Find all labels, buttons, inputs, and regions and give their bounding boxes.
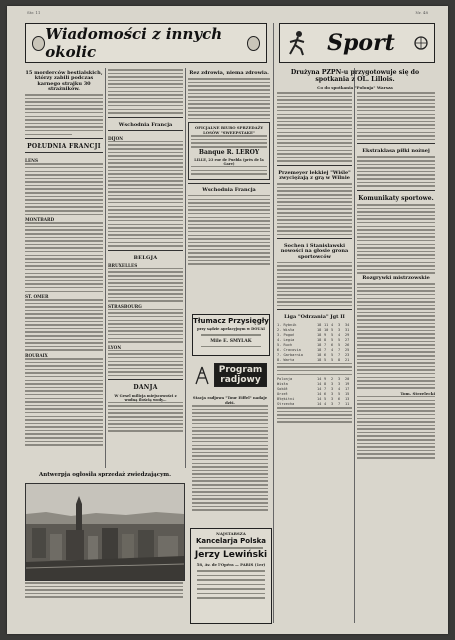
table-cell: 18 [317,337,322,342]
news-section-banner [25,23,267,63]
table-cell: 5 [338,342,341,347]
place-dijon: DIJON [108,135,124,141]
table-cell: 19 [345,382,350,387]
table-cell: 18 [317,327,322,332]
team-name: 4. Legia [277,337,295,342]
table-cell: 14 [317,397,322,402]
law-office-top: NAJSTARSZA [216,531,246,536]
table-cell: 3 [338,322,341,327]
sport-headline-2: Przemeyer lekkiej "Wiśle" zwyciężają z grą w Wilnie [278,169,351,182]
headline-health: Rez zdrowia, niema zdrowia. [189,70,269,76]
runner-icon [286,30,308,56]
second-league-table [277,377,352,407]
table-cell: 5 [331,352,334,357]
column-rule [105,68,106,468]
table-cell: 25 [345,347,350,352]
column-rule [354,68,355,623]
radio-program-label: Program [218,365,263,375]
radio-program-header [192,358,268,392]
team-name: 7. Garbarnia [277,352,303,357]
table-cell: 5 [338,337,341,342]
headline-murderers: 15 morderców bestialskich, którzy zabili podczas karnego strajku 30 strażników. [25,70,103,92]
table-cell: 14 [317,377,322,382]
table-cell: 9 [324,377,327,382]
radio-program-label-2: radjowy [220,375,261,385]
sweepstake-heading: OFICJALNE BIURO SPRZEDAŻY LOSÓW "SWEEPSTAKE" [194,125,264,136]
team-name: Wisła [277,382,288,387]
sport-right-headline-3: Rozgrywki mistrzowskie [362,274,430,281]
table-cell: 7 [338,402,341,407]
antwerp-cityscape-image [26,484,184,580]
translator-title: Tłumacz Przysięgły [193,317,269,325]
table-cell: 5 [338,392,341,397]
law-office-name: Jerzy Lewiński [194,549,268,560]
headline-east-france: Wschodnia Francja [118,121,173,128]
sport-subheadline: Co do spotkania "Polonja" Warsza [317,85,393,90]
ball-icon [414,36,428,50]
page-folio-left: Str. 11 [27,10,41,15]
translator-name: Mile E. SMYLAK [210,338,252,344]
antwerp-photo [25,483,185,581]
headline-region-south: POŁUDNIA FRANCJI [27,143,101,151]
table-cell: 6 [331,342,334,347]
table-cell: 20 [345,377,350,382]
news-column-1 [25,69,103,469]
table-cell: 6 [324,352,327,357]
translator-subtitle: przy sądzie apelacyjnym w DOUAI [197,327,265,332]
sport-headline: Drużyna PZPN-u przygotowuje się do spotkania z OL. Lillois. [290,69,420,83]
denmark-subhead: W Gesel milicja miejscowości z wodną ilością wody... [114,393,177,402]
table-cell: 10 [324,327,329,332]
table-cell: 5 [331,327,334,332]
table-cell: 6 [324,392,327,397]
table-cell: 4 [324,402,327,407]
table-cell: 3 [331,382,334,387]
place-lyon: LYON [108,344,122,350]
table-cell: 7 [338,347,341,352]
table-cell: 18 [317,352,322,357]
table-cell: 4 [331,322,334,327]
place-lens: LENS [25,158,38,164]
newspaper-page [7,6,448,634]
banque-name: Banque R. LEROY [198,148,260,156]
table-cell: 26 [345,342,350,347]
page-folio-right: Nr. 48 [415,10,428,15]
table-cell: 5 [324,357,327,362]
table-cell: 3 [331,397,334,402]
sport-headline-block [277,68,433,90]
table-cell: 3 [331,387,334,392]
table-cell: 3 [338,377,341,382]
table-cell: 18 [317,322,322,327]
team-name: 1. Rybnik [277,322,297,327]
table-cell: 8 [324,382,327,387]
place-strasbourg: STRASBOURG [108,303,142,309]
place-bruxelles: BRUXELLES [108,262,138,268]
team-name: 3. Pogoń [277,332,295,337]
emblem-left-icon [32,36,45,51]
table-cell: 6 [338,397,341,402]
table-cell: 5 [324,397,327,402]
league-table [277,323,352,363]
team-name: 5. Ruch [277,342,293,347]
table-cell: 14 [317,402,322,407]
headline-east-france-2: Wschodnia Francja [202,186,256,193]
team-name: Błękitni [277,397,295,402]
table-cell: 4 [331,347,334,352]
sport-column-1 [277,92,352,622]
table-cell: 7 [324,387,327,392]
place-montbard: MONTBARD [25,217,55,223]
photo-caption-bar [25,471,185,481]
table-cell: 3 [331,402,334,407]
team-name: Polonja [277,377,293,382]
table-cell: 4 [338,332,341,337]
table-cell: 9 [324,332,327,337]
headline-belgium: BELGJA [133,254,158,261]
team-name: 6. Cracovia [277,347,301,352]
table-cell: 11 [324,322,329,327]
table-cell: 31 [345,327,350,332]
news-section-title: Wiadomości z innych okolic [45,25,223,61]
emblem-right-icon [247,36,260,51]
table-cell: 18 [317,347,322,352]
table-cell: 14 [317,387,322,392]
team-name: Orzeł [277,392,288,397]
radio-program-body [192,395,268,525]
table-cell: 3 [331,392,334,397]
table-cell: 13 [345,397,350,402]
table-cell: 7 [324,342,327,347]
table-cell: 5 [331,357,334,362]
table-cell: 11 [345,402,350,407]
sweepstake-ad [188,122,270,179]
table-cell: 14 [317,382,322,387]
news-column-2 [108,69,183,469]
headline-denmark: DANJA [133,384,158,392]
table-cell: 23 [345,352,350,357]
team-name: 8. Warta [277,357,295,362]
table-cell: 18 [317,332,322,337]
table-cell: 29 [345,332,350,337]
column-rule [185,68,186,468]
sport-right-headline-2: Komunikaty sportowe. [358,194,434,202]
table-cell: 3 [338,382,341,387]
law-office-title: Kancelarja Polska [195,537,267,545]
photo-caption-text [25,582,183,622]
table-cell: 5 [331,332,334,337]
radio-program-sub: Stacja radjowa "Tour Eiffel" nadaje dziś. [192,395,268,405]
table-cell: 5 [331,337,334,342]
team-name: Strzecha [277,402,295,407]
place-roubaix: ROUBAIX [25,353,48,359]
table-cell: 27 [345,337,350,342]
banque-address: LILLE, 23 rue de Puebla (près de la Gare) [194,157,264,166]
table-cell: 3 [338,327,341,332]
place-st-omer: ST. OMER [25,294,49,300]
photo-caption: Antwerpja ogłosiła sprzedaż zwiedzającym. [38,472,172,478]
news-column-3 [188,69,270,309]
sport-section-title: Sport [327,30,395,56]
table-cell: 7 [338,352,341,357]
sport-headline-4: Liga "Odrzania" Jgt II [284,314,345,321]
translator-ad [192,314,270,356]
table-cell: 8 [338,357,341,362]
sport-right-headline-1: Ekstraklasa piłki nożnej [362,148,430,155]
law-office-ad [190,528,272,624]
law-office-address: 58, Av. de l'Opéra — PARIS (1er) [196,562,266,568]
table-cell: 7 [324,347,327,352]
table-cell: 18 [317,357,322,362]
table-cell: 8 [324,337,327,342]
table-cell: 34 [345,322,350,327]
table-cell: 15 [345,392,350,397]
sport-section-banner [279,23,435,63]
sport-signature: Tom. Strzelecki [400,390,435,396]
sport-headline-3: Sochen i Stanislawski nowości na głosie grona sportowców [280,243,349,260]
table-cell: 21 [345,357,350,362]
sport-column-2 [357,92,435,622]
table-cell: 18 [317,342,322,347]
table-cell: 17 [345,387,350,392]
team-name: 2. Wisła [277,327,295,332]
table-cell: 14 [317,392,322,397]
table-cell: 4 [338,387,341,392]
team-name: Sokół [277,387,288,392]
table-cell: 2 [331,377,334,382]
radio-tower-icon [193,365,211,385]
column-rule [273,23,274,623]
